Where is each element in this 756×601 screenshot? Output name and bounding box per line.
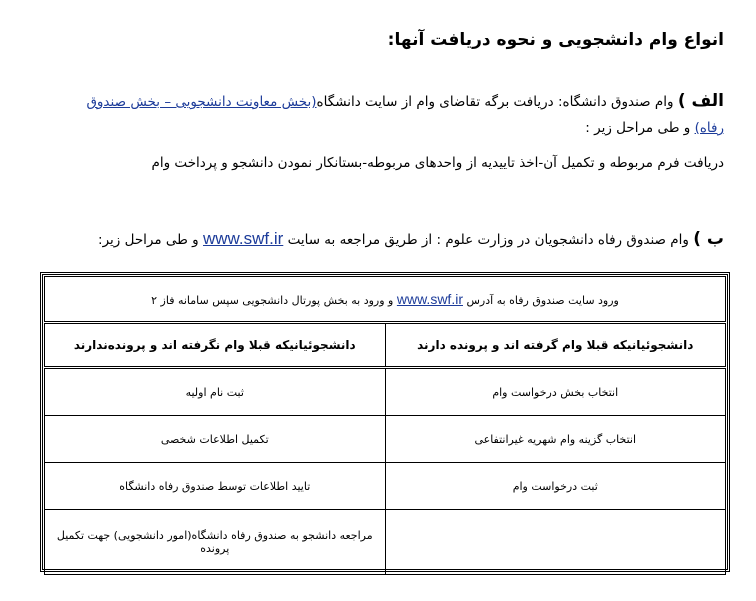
section-b-marker: ب ) [693, 229, 724, 249]
header-with-file: دانشجوئیانیکه قبلا وام گرفته اند و پرونده دارند [385, 323, 726, 368]
header-without-file: دانشجوئیانیکه قبلا وام نگرفته اند و پرونده‌ندارند [45, 323, 386, 368]
university-site-link[interactable]: (بخش معاونت دانشجویی – بخش صندوق رفاه) [86, 94, 724, 136]
table-cell: انتخاب بخش درخواست وام [385, 368, 726, 416]
section-b-paragraph [60, 226, 724, 253]
section-a-paragraph [60, 88, 724, 141]
section-a-steps: دریافت فرم مربوطه و تکمیل آن-اخذ تاییدیه از واحدهای مربوطه-بستانکار نمودن دانشجو و پرداخت وام [151, 155, 724, 171]
section-a-marker: الف ) [677, 91, 724, 111]
table-cell: ثبت نام اولیه [45, 368, 386, 416]
table-row [45, 416, 726, 463]
section-a-text-after: و طی مراحل زیر : [585, 120, 691, 136]
page-title: انواع وام دانشجویی و نحوه دریافت آنها: [387, 30, 724, 50]
table-cell: تکمیل اطلاعات شخصی [45, 416, 386, 463]
table-row [45, 463, 726, 510]
table-cell: انتخاب گزینه وام شهریه غیرانتفاعی [385, 416, 726, 463]
intro-text: ورود سایت صندوق رفاه به آدرس [466, 294, 619, 307]
table-header-row [45, 323, 726, 368]
section-b-text-after: و طی مراحل زیر: [98, 232, 199, 248]
intro-text-after: و ورود به بخش پورتال دانشجویی سپس سامانه فاز ۲ [151, 294, 394, 307]
table-row [45, 368, 726, 416]
table-cell [385, 510, 726, 575]
section-a-text: وام صندوق دانشگاه: دریافت برگه تقاضای وام از سایت دانشگاه [316, 94, 674, 110]
table-row [45, 510, 726, 575]
intro-swf-link[interactable]: www.swf.ir [396, 291, 463, 307]
swf-link[interactable]: www.swf.ir [203, 229, 284, 248]
table-cell: ثبت درخواست وام [385, 463, 726, 510]
steps-table [44, 276, 726, 575]
steps-table-frame [40, 272, 730, 572]
intro-cell [45, 277, 726, 323]
table-cell: مراجعه دانشجو به صندوق رفاه دانشگاه(امور دانشجویی) جهت تکمیل پرونده [45, 510, 386, 575]
table-cell: تایید اطلاعات توسط صندوق رفاه دانشگاه [45, 463, 386, 510]
section-b-text: وام صندوق رفاه دانشجویان در وزارت علوم : از طریق مراجعه به سایت [287, 232, 689, 248]
table-row-intro [45, 277, 726, 323]
